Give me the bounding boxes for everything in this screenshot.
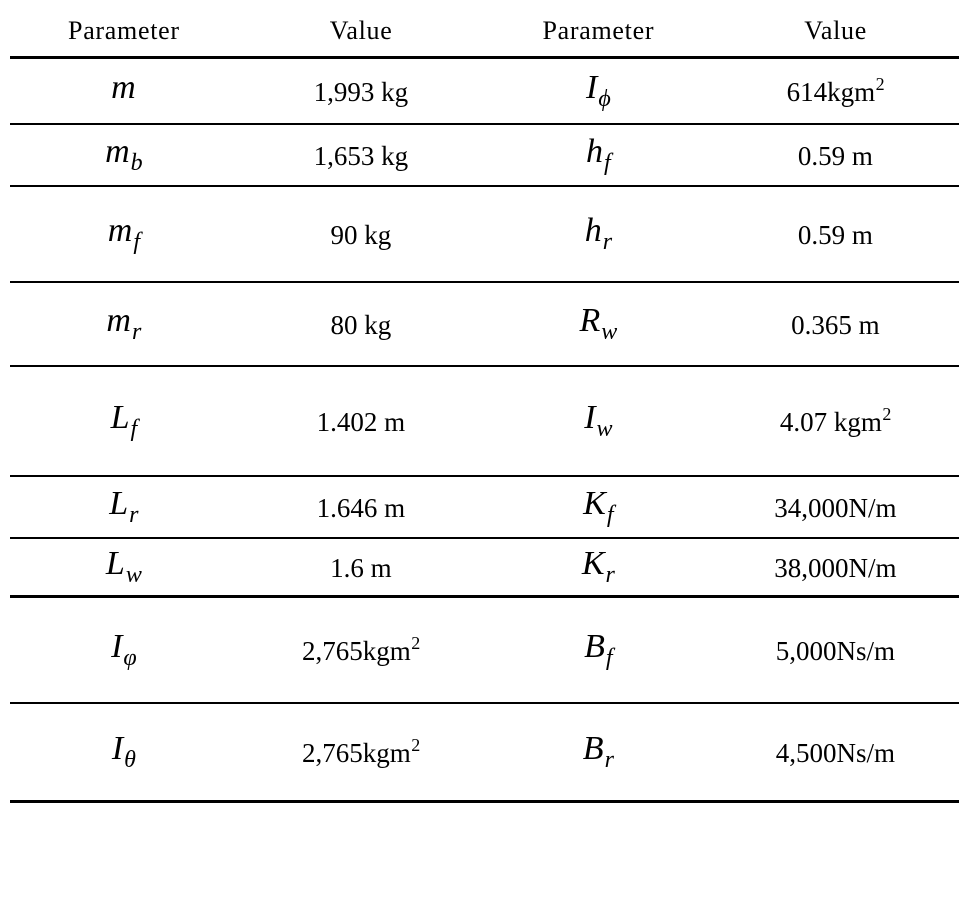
symbol-left: $I_\varphi$ bbox=[111, 628, 137, 672]
symbol-left: $m_f$ bbox=[107, 212, 140, 256]
symbol-left: $I_\theta$ bbox=[111, 730, 136, 774]
cell-parameter-right bbox=[484, 597, 712, 704]
value-right: 0.59 m bbox=[797, 140, 873, 171]
cell-value-left bbox=[238, 124, 485, 186]
symbol-right: $K_f$ bbox=[583, 485, 614, 529]
value-right: 4.07 kgm$^2$ bbox=[779, 403, 892, 437]
table-row bbox=[10, 538, 959, 597]
cell-value-right bbox=[712, 124, 959, 186]
symbol-right: $h_r$ bbox=[584, 212, 613, 256]
symbol-right: $B_f$ bbox=[584, 628, 613, 672]
table-row bbox=[10, 282, 959, 366]
symbol-left: $L_w$ bbox=[105, 545, 142, 589]
table-row bbox=[10, 58, 959, 125]
value-left: 2,765kgm$^2$ bbox=[301, 734, 421, 768]
cell-parameter-left bbox=[10, 703, 238, 802]
cell-value-right bbox=[712, 186, 959, 282]
table-header-row bbox=[10, 8, 959, 58]
cell-value-right bbox=[712, 703, 959, 802]
cell-parameter-right bbox=[484, 703, 712, 802]
symbol-left: $m_b$ bbox=[105, 133, 143, 177]
cell-parameter-left bbox=[10, 282, 238, 366]
symbol-left: m bbox=[111, 69, 136, 107]
cell-value-right bbox=[712, 476, 959, 538]
cell-parameter-left bbox=[10, 124, 238, 186]
parameter-table bbox=[10, 8, 959, 803]
table-header bbox=[10, 8, 959, 58]
cell-value-right bbox=[712, 538, 959, 597]
symbol-right: $h_f$ bbox=[586, 133, 611, 177]
symbol-right: $B_r$ bbox=[582, 730, 614, 774]
value-left: 1.402 m bbox=[316, 406, 406, 437]
symbol-right: $I_w$ bbox=[584, 399, 613, 443]
table-row bbox=[10, 366, 959, 476]
value-right: 4,500Ns/m bbox=[775, 737, 895, 768]
symbol-right: $R_w$ bbox=[579, 302, 618, 346]
table-row bbox=[10, 597, 959, 704]
cell-parameter-left bbox=[10, 366, 238, 476]
cell-parameter-right bbox=[484, 282, 712, 366]
table-row bbox=[10, 476, 959, 538]
cell-parameter-right bbox=[484, 186, 712, 282]
cell-value-left bbox=[238, 186, 485, 282]
value-left: 1.6 m bbox=[330, 552, 392, 583]
cell-parameter-right bbox=[484, 538, 712, 597]
cell-parameter-right bbox=[484, 58, 712, 125]
cell-parameter-left bbox=[10, 476, 238, 538]
table-row bbox=[10, 124, 959, 186]
cell-parameter-left bbox=[10, 186, 238, 282]
value-left: 90 kg bbox=[330, 219, 392, 250]
cell-parameter-right bbox=[484, 476, 712, 538]
cell-value-left bbox=[238, 58, 485, 125]
cell-value-right bbox=[712, 366, 959, 476]
value-right: 614kgm$^2$ bbox=[786, 73, 885, 107]
value-left: 80 kg bbox=[330, 309, 392, 340]
table-row bbox=[10, 186, 959, 282]
symbol-left: $L_f$ bbox=[110, 399, 138, 443]
cell-value-left bbox=[238, 366, 485, 476]
value-left: 1,993 kg bbox=[313, 76, 409, 107]
column-header-parameter-1: Parameter bbox=[68, 15, 180, 45]
symbol-left: $L_r$ bbox=[109, 485, 139, 529]
cell-value-left bbox=[238, 282, 485, 366]
cell-value-left bbox=[238, 476, 485, 538]
value-left: 1.646 m bbox=[316, 492, 406, 523]
cell-value-right bbox=[712, 597, 959, 704]
cell-value-left bbox=[238, 597, 485, 704]
cell-parameter-left bbox=[10, 58, 238, 125]
value-right: 38,000N/m bbox=[774, 552, 897, 583]
cell-value-left bbox=[238, 538, 485, 597]
symbol-right: $K_r$ bbox=[581, 545, 615, 589]
cell-parameter-right bbox=[484, 366, 712, 476]
table-row bbox=[10, 703, 959, 802]
cell-value-right bbox=[712, 58, 959, 125]
cell-value-left bbox=[238, 703, 485, 802]
table-body bbox=[10, 58, 959, 802]
column-header-parameter-2: Parameter bbox=[542, 15, 655, 45]
cell-parameter-left bbox=[10, 538, 238, 597]
value-right: 0.365 m bbox=[791, 309, 880, 340]
column-header-value-1: Value bbox=[329, 15, 393, 45]
cell-parameter-left bbox=[10, 597, 238, 704]
value-left: 2,765kgm$^2$ bbox=[301, 632, 421, 666]
cell-parameter-right bbox=[484, 124, 712, 186]
column-header-value-2: Value bbox=[804, 15, 867, 45]
value-left: 1,653 kg bbox=[313, 140, 409, 171]
value-right: 34,000N/m bbox=[774, 492, 897, 523]
symbol-right: $I_\phi$ bbox=[585, 69, 611, 113]
value-right: 5,000Ns/m bbox=[775, 635, 895, 666]
symbol-left: $m_r$ bbox=[106, 302, 142, 346]
value-right: 0.59 m bbox=[797, 219, 873, 250]
cell-value-right bbox=[712, 282, 959, 366]
